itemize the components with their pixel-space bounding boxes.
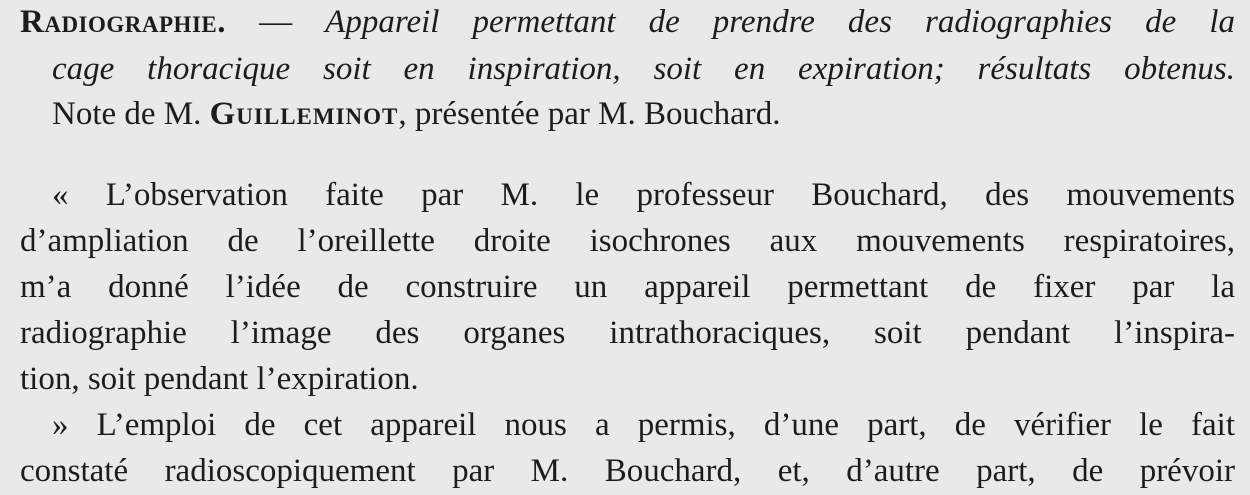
title-text-part2: cage thoracique soit en inspiration, soit en expiration; résultats obtenus. xyxy=(52,51,1235,87)
paragraph2-line-1 xyxy=(52,405,1235,445)
note-suffix: , présentée par M. Bouchard. xyxy=(398,96,781,132)
paragraph-text: constaté radioscopiquement par M. Bouchard, et, d’autre part, de prévoir xyxy=(20,453,1235,489)
paragraph1-line-4 xyxy=(20,313,1235,353)
paragraph1-line-5 xyxy=(20,359,419,399)
note-prefix: Note de M. xyxy=(52,96,210,132)
paragraph1-line-3 xyxy=(20,267,1235,307)
paragraph-text: radiographie l’image des organes intrathoraciques, soit pendant l’inspira- xyxy=(20,315,1235,351)
title-text-part1: Appareil permettant de prendre des radiographies de la xyxy=(325,4,1236,40)
paragraph2-line-2 xyxy=(20,451,1235,491)
author-name: Guilleminot xyxy=(209,96,399,132)
section-heading: Radiographie. xyxy=(20,4,226,40)
paragraph-text: d’ampliation de l’oreillette droite isochrones aux mouvements respiratoires, xyxy=(20,223,1235,259)
paragraph-text: m’a donné l’idée de construire un appareil permettant de fixer par la xyxy=(20,269,1235,305)
title-line-2 xyxy=(52,49,1235,89)
paragraph-text: » L’emploi de cet appareil nous a permis, d’une part, de vérifier le fait xyxy=(52,407,1235,443)
paragraph-text: tion, soit pendant l’expiration. xyxy=(20,361,419,397)
title-line-1 xyxy=(20,2,1235,42)
paragraph1-line-2 xyxy=(20,221,1235,261)
title-dash: — xyxy=(225,4,326,40)
note-line xyxy=(52,94,781,134)
paragraph1-line-1 xyxy=(52,175,1235,215)
paragraph-text: « L’observation faite par M. le professeur Bouchard, des mouvements xyxy=(52,177,1235,213)
